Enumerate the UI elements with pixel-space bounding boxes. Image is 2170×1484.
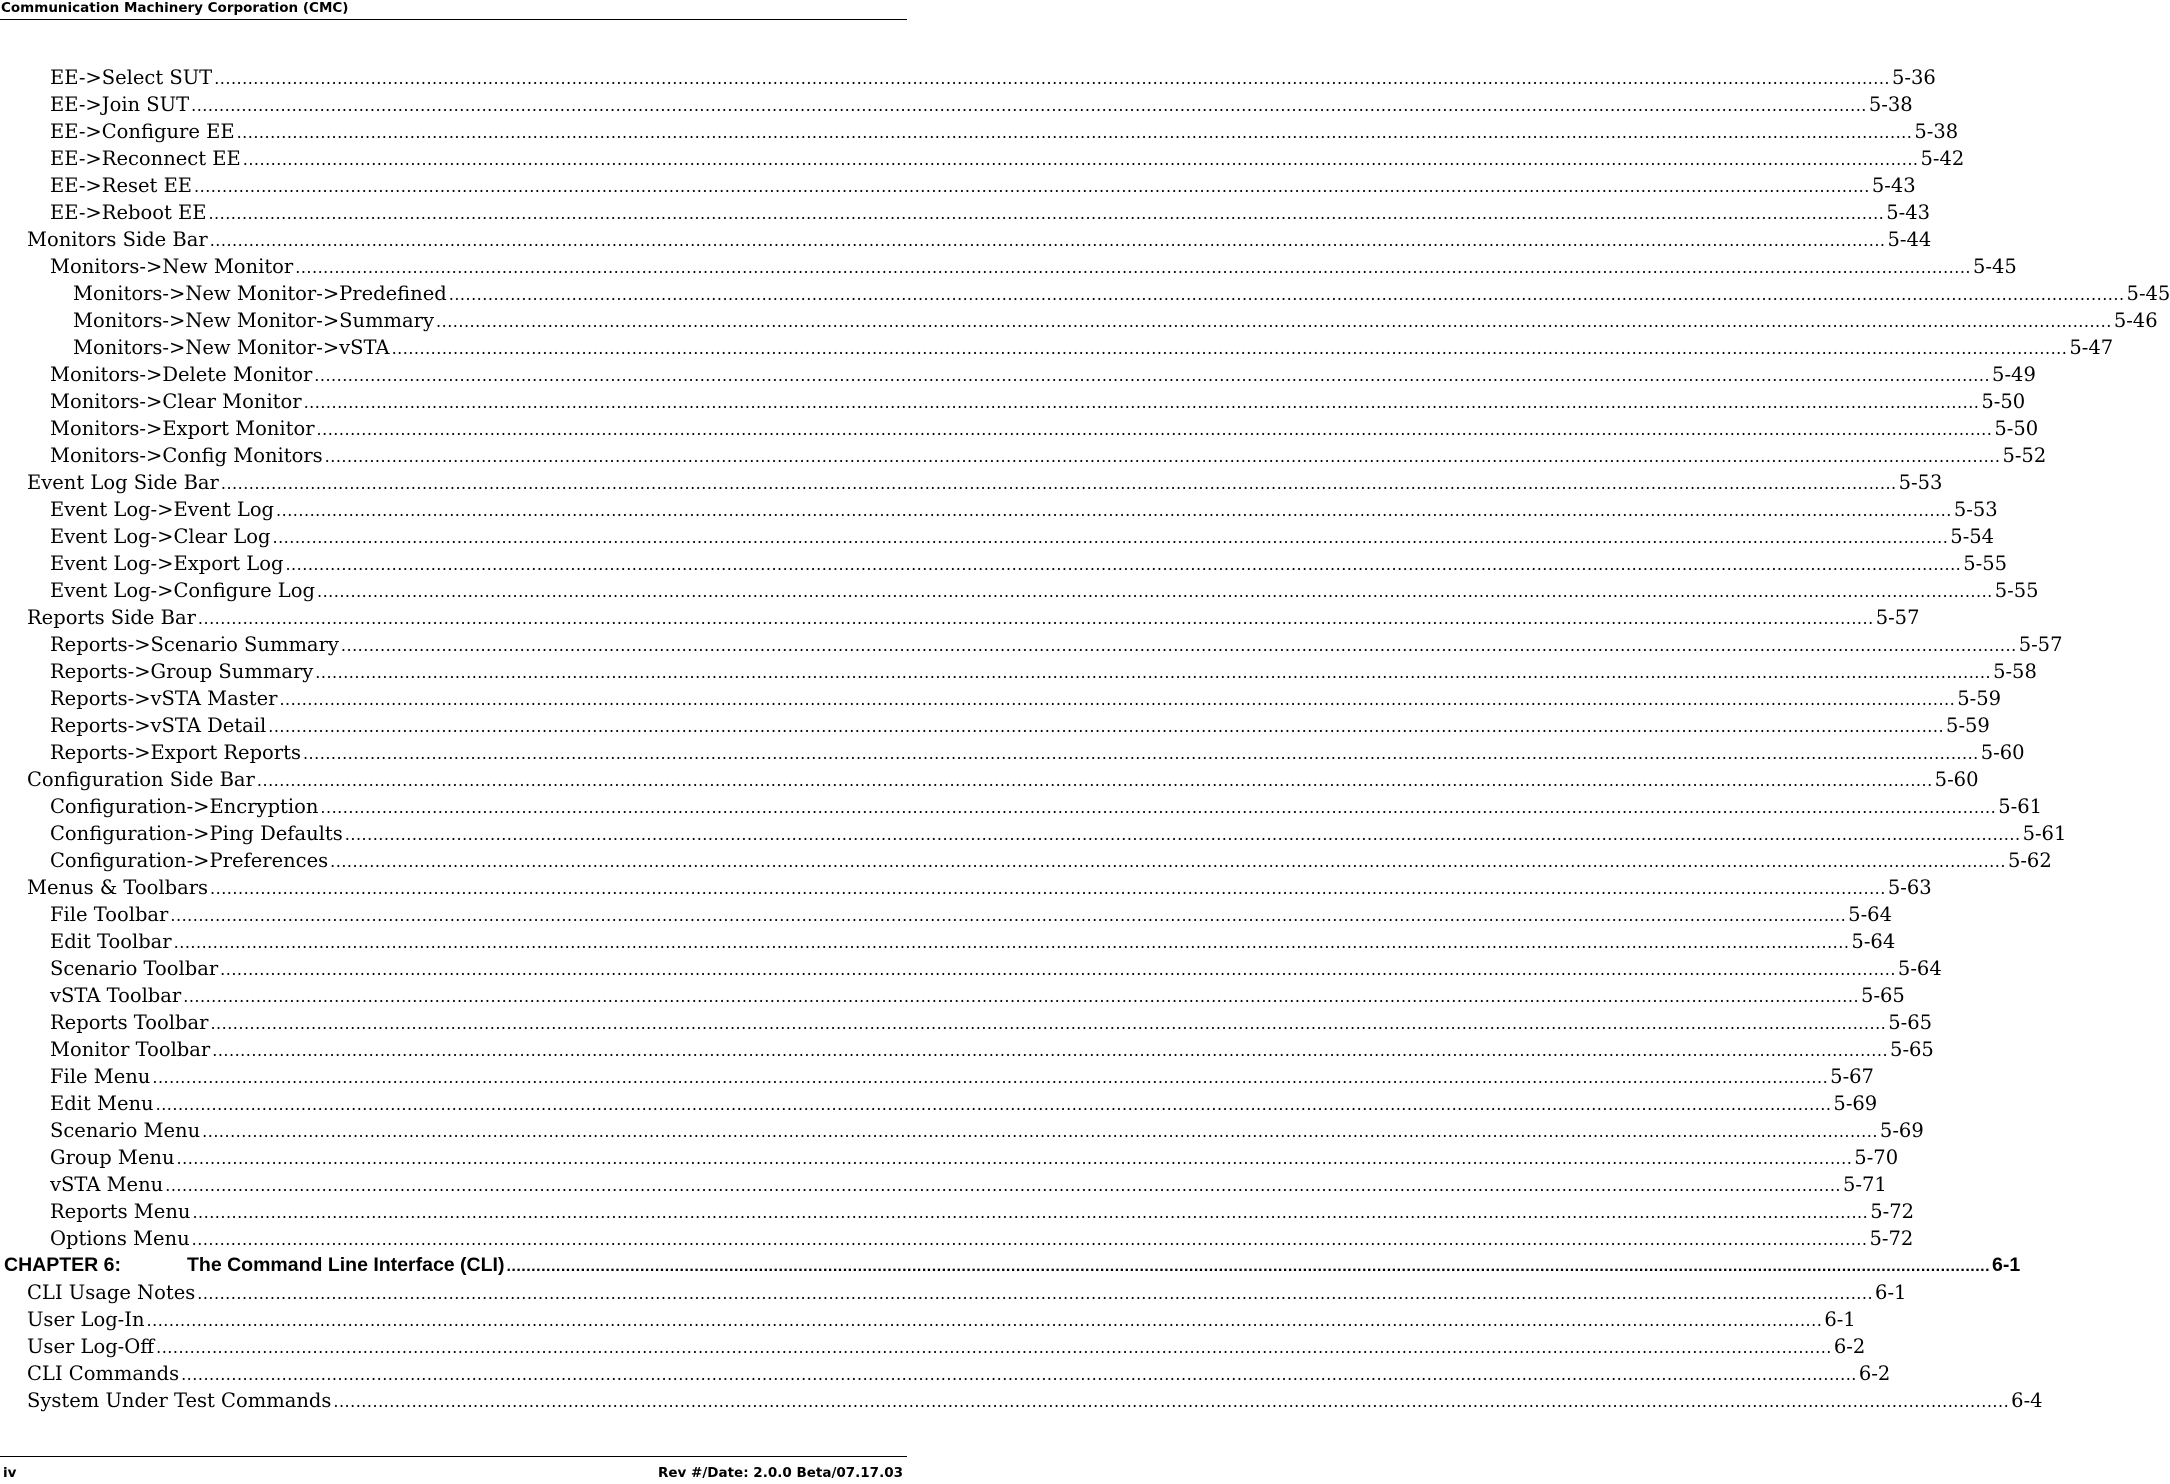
toc-entry[interactable] — [50, 901, 1892, 928]
toc-entry-page: 5-52 — [2002, 444, 2047, 467]
toc-entry-page: 5-49 — [1992, 363, 2036, 386]
toc-leader-dots: ............................................................................................................................................................................................................................................................................................................ — [155, 1095, 1832, 1114]
toc-entry[interactable] — [50, 712, 1990, 739]
toc-entry-title: Reports->Group Summary — [50, 660, 314, 683]
toc-entry[interactable] — [50, 577, 2039, 604]
toc-leader-dots: ............................................................................................................................................................................................................................................................................................................ — [165, 1176, 1842, 1195]
toc-leader-dots: ............................................................................................................................................................................................................................................................................................................ — [197, 1284, 1874, 1303]
toc-entry-title: Monitors Side Bar — [27, 228, 208, 251]
toc-entry[interactable] — [27, 1387, 2043, 1414]
toc-entry-title: EE->Select SUT — [50, 66, 213, 89]
toc-entry-page: 5-63 — [1887, 876, 1932, 899]
toc-leader-dots: ............................................................................................................................................................................................................................................................................................................ — [197, 609, 1874, 628]
toc-entry-title: Reports Side Bar — [27, 606, 196, 629]
toc-entry[interactable] — [50, 172, 1916, 199]
toc-chapter-title: The Command Line Interface (CLI) — [187, 1254, 505, 1276]
toc-entry-title: Event Log->Export Log — [50, 552, 284, 575]
toc-leader-dots: ............................................................................................................................................................................................................................................................................................................ — [256, 771, 1933, 790]
toc-entry-title: Reports->Export Reports — [50, 741, 301, 764]
toc-entry-page: 5-53 — [1953, 498, 1998, 521]
toc-leader-dots: ............................................................................................................................................................................................................................................................................................................ — [236, 123, 1913, 142]
toc-entry-page: 5-61 — [1998, 795, 2043, 818]
toc-entry-title: Monitors->New Monitor->Predefined — [73, 282, 447, 305]
toc-entry[interactable] — [50, 631, 2063, 658]
toc-leader-dots: ............................................................................................................................................................................................................................................................................................................ — [208, 204, 1885, 223]
toc-leader-dots: ............................................................................................................................................................................................................................................................................................................ — [191, 1230, 1868, 1249]
toc-leader-dots: ............................................................................................................................................................................................................................................................................................................ — [436, 312, 2112, 331]
toc-leader-dots: ............................................................................................................................................................................................................................................................................................................ — [210, 879, 1886, 898]
toc-entry-page: 5-42 — [1920, 147, 1965, 170]
toc-entry[interactable] — [27, 469, 1943, 496]
toc-entry[interactable] — [27, 1333, 1866, 1360]
toc-leader-dots: ............................................................................................................................................................................................................................................................................................................ — [192, 1203, 1869, 1222]
toc-chapter-entry[interactable] — [4, 1252, 2021, 1279]
toc-leader-dots: ............................................................................................................................................................................................................................................................................................................ — [220, 474, 1897, 493]
toc-leader-dots: ............................................................................................................................................................................................................................................................................................................ — [276, 501, 1952, 520]
toc-entry-title: Scenario Toolbar — [50, 957, 219, 980]
toc-leader-dots: ............................................................................................................................................................................................................................................................................................................ — [285, 555, 1962, 574]
toc-entry-page: 5-62 — [2007, 849, 2052, 872]
toc-leader-dots: ............................................................................................................................................................................................................................................................................................................ — [194, 177, 1870, 196]
page-header — [0, 0, 907, 20]
toc-leader-dots: ............................................................................................................................................................................................................................................................................................................ — [156, 1338, 1832, 1357]
toc-entry-page: 5-69 — [1833, 1092, 1878, 1115]
toc-entry[interactable] — [50, 496, 1998, 523]
toc-entry-title: Configuration Side Bar — [27, 768, 255, 791]
toc-entry-page: 5-60 — [1980, 741, 2025, 764]
toc-entry-title: Group Menu — [50, 1146, 175, 1169]
toc-entry-page: 5-72 — [1869, 1227, 1914, 1250]
toc-leader-dots: ............................................................................................................................................................................................................................................................................................................ — [173, 933, 1850, 952]
toc-entry-title: EE->Join SUT — [50, 93, 190, 116]
toc-entry[interactable] — [50, 523, 1995, 550]
toc-entry[interactable] — [50, 658, 2037, 685]
toc-entry[interactable] — [50, 1171, 1887, 1198]
toc-leader-dots: ............................................................................................................................................................................................................................................................................................................ — [146, 1311, 1823, 1330]
toc-entry[interactable] — [73, 334, 2114, 361]
toc-entry-title: Configuration->Ping Defaults — [50, 822, 343, 845]
toc-leader-dots: ............................................................................................................................................................................................................................................................................................................ — [303, 393, 1980, 412]
toc-entry-title: Monitors->New Monitor — [50, 255, 294, 278]
toc-entry-title: Event Log Side Bar — [27, 471, 219, 494]
toc-entry[interactable] — [50, 388, 2026, 415]
toc-leader-dots: ............................................................................................................................................................................................................................................................................................................ — [242, 150, 1919, 169]
toc-entry-title: EE->Reset EE — [50, 174, 193, 197]
toc-entry-title: Reports->Scenario Summary — [50, 633, 339, 656]
toc-entry-title: Event Log->Configure Log — [50, 579, 315, 602]
toc-entry[interactable] — [50, 1225, 1914, 1252]
toc-entry-page: 5-50 — [1994, 417, 2039, 440]
toc-entry-title: Edit Menu — [50, 1092, 154, 1115]
toc-leader-dots: ............................................................................................................................................................................................................................................................................................................ — [176, 1149, 1853, 1168]
toc-entry-page: 5-65 — [1861, 984, 1905, 1007]
toc-entry-title: CLI Usage Notes — [27, 1281, 196, 1304]
toc-leader-dots: ............................................................................................................................................................................................................................................................................................................ — [191, 96, 1867, 115]
toc-leader-dots: ............................................................................................................................................................................................................................................................................................................ — [316, 582, 1993, 601]
toc-entry-title: Monitors->Delete Monitor — [50, 363, 313, 386]
toc-entry[interactable] — [73, 307, 2158, 334]
toc-entry[interactable] — [50, 1198, 1915, 1225]
toc-entry-page: 5-65 — [1888, 1011, 1933, 1034]
toc-entry-page: 5-69 — [1879, 1119, 1924, 1142]
toc-entry-page: 5-58 — [1993, 660, 2037, 683]
toc-entry-title: Reports->vSTA Detail — [50, 714, 267, 737]
toc-entry[interactable] — [50, 64, 1936, 91]
toc-entry[interactable] — [50, 361, 2036, 388]
toc-entry[interactable] — [50, 91, 1913, 118]
toc-entry[interactable] — [50, 1036, 1934, 1063]
toc-entry-page: 5-46 — [2113, 309, 2158, 332]
toc-entry[interactable] — [27, 604, 1920, 631]
toc-leader-dots: ............................................................................................................................................................................................................................................................................................................ — [340, 636, 2017, 655]
toc-leader-dots: ............................................................................................................................................................................................................................................................................................................ — [181, 1365, 1857, 1384]
toc-entry-title: Event Log->Event Log — [50, 498, 275, 521]
toc-entry-title: vSTA Toolbar — [50, 984, 182, 1007]
toc-entry[interactable] — [50, 847, 2052, 874]
toc-entry-page: 5-60 — [1934, 768, 1979, 791]
toc-chapter-number: CHAPTER 6: — [4, 1254, 122, 1276]
toc-entry-title: System Under Test Commands — [27, 1389, 332, 1412]
toc-entry-page: 6-2 — [1833, 1335, 1866, 1358]
toc-entry-page: 5-71 — [1843, 1173, 1887, 1196]
toc-entry-title: Monitors->New Monitor->Summary — [73, 309, 435, 332]
toc-leader-dots: ............................................................................................................................................................................................................................................................................................................ — [506, 1258, 1991, 1275]
toc-entry[interactable] — [50, 685, 2002, 712]
toc-leader-dots: ............................................................................................................................................................................................................................................................................................................ — [295, 258, 1972, 277]
toc-entry-page: 5-38 — [1868, 93, 1913, 116]
toc-leader-dots: ............................................................................................................................................................................................................................................................................................................ — [344, 825, 2021, 844]
toc-entry[interactable] — [50, 1009, 1933, 1036]
toc-entry-title: File Menu — [50, 1065, 151, 1088]
toc-leader-dots: ............................................................................................................................................................................................................................................................................................................ — [330, 852, 2006, 871]
toc-entry-page: 5-45 — [1973, 255, 2017, 278]
toc-entry-page: 5-64 — [1848, 903, 1892, 926]
toc-entry[interactable] — [50, 928, 1896, 955]
toc-entry-title: Monitors->Export Monitor — [50, 417, 315, 440]
toc-entry[interactable] — [50, 982, 1905, 1009]
toc-entry-page: 5-57 — [1875, 606, 1920, 629]
toc-entry-title: EE->Configure EE — [50, 120, 235, 143]
toc-entry-page: 6-1 — [1875, 1281, 1907, 1304]
toc-entry-title: CLI Commands — [27, 1362, 180, 1385]
toc-entry-page: 6-4 — [2011, 1389, 2043, 1412]
toc-entry-page: 5-64 — [1851, 930, 1896, 953]
toc-entry[interactable] — [50, 820, 2067, 847]
toc-entry-title: Monitors->Clear Monitor — [50, 390, 302, 413]
toc-entry-title: Configuration->Encryption — [50, 795, 319, 818]
toc-entry-page: 5-50 — [1981, 390, 2026, 413]
toc-entry-page: 5-67 — [1830, 1065, 1874, 1088]
toc-entry[interactable] — [27, 1360, 1891, 1387]
toc-leader-dots: ............................................................................................................................................................................................................................................................................................................ — [272, 528, 1949, 547]
toc-entry-page: 5-55 — [1994, 579, 2039, 602]
header-title: Communication Machinery Corporation (CMC) — [1, 0, 349, 16]
toc-entry-page: 5-45 — [2126, 282, 2170, 305]
toc-entry-title: EE->Reboot EE — [50, 201, 207, 224]
toc-entry[interactable] — [50, 199, 1931, 226]
toc-entry-page: 5-72 — [1870, 1200, 1915, 1223]
toc-leader-dots: ............................................................................................................................................................................................................................................................................................................ — [333, 1392, 2010, 1411]
toc-entry-title: EE->Reconnect EE — [50, 147, 241, 170]
toc-entry-page: 5-64 — [1897, 957, 1942, 980]
toc-entry-page: 5-47 — [2069, 336, 2114, 359]
toc-entry[interactable] — [50, 1063, 1874, 1090]
toc-entry-page: 5-43 — [1886, 201, 1931, 224]
toc-entry-page: 5-59 — [1957, 687, 2002, 710]
toc-entry[interactable] — [50, 1117, 1924, 1144]
toc-leader-dots: ............................................................................................................................................................................................................................................................................................................ — [316, 420, 1993, 439]
toc-entry-page: 5-65 — [1890, 1038, 1934, 1061]
toc-entry-page: 5-38 — [1914, 120, 1959, 143]
toc-entry-page: 5-57 — [2018, 633, 2063, 656]
toc-entry[interactable] — [50, 955, 1942, 982]
toc-entry-page: 5-43 — [1871, 174, 1916, 197]
toc-entry[interactable] — [27, 226, 1932, 253]
toc-leader-dots: ............................................................................................................................................................................................................................................................................................................ — [152, 1068, 1829, 1087]
toc-leader-dots: ............................................................................................................................................................................................................................................................................................................ — [391, 339, 2068, 358]
toc-entry-title: Monitors->Config Monitors — [50, 444, 323, 467]
toc-entry-title — [4, 1252, 504, 1279]
toc-entry-page: 6-2 — [1858, 1362, 1891, 1385]
toc-entry-page: 6-1 — [1992, 1254, 2021, 1276]
toc-entry[interactable] — [50, 739, 2025, 766]
toc-entry-title: Configuration->Preferences — [50, 849, 329, 872]
toc-entry-title: Reports Toolbar — [50, 1011, 209, 1034]
toc-entry[interactable] — [50, 793, 2043, 820]
toc-entry[interactable] — [50, 118, 1959, 145]
toc-leader-dots: ............................................................................................................................................................................................................................................................................................................ — [315, 663, 1992, 682]
toc-entry[interactable] — [50, 415, 2039, 442]
toc-entry-page: 5-54 — [1950, 525, 1995, 548]
toc-entry-page: 5-55 — [1963, 552, 2008, 575]
toc-entry-title: Reports->vSTA Master — [50, 687, 278, 710]
toc-entry-page: 5-61 — [2022, 822, 2067, 845]
toc-entry[interactable] — [50, 1144, 1899, 1171]
toc-entry-page: 6-1 — [1824, 1308, 1856, 1331]
toc-leader-dots: ............................................................................................................................................................................................................................................................................................................ — [170, 906, 1847, 925]
toc-leader-dots: ............................................................................................................................................................................................................................................................................................................ — [210, 1014, 1887, 1033]
toc-entry-title: Monitors->New Monitor->vSTA — [73, 336, 390, 359]
toc-leader-dots: ............................................................................................................................................................................................................................................................................................................ — [268, 717, 1945, 736]
toc-entry-page: 5-36 — [1891, 66, 1936, 89]
toc-leader-dots: ............................................................................................................................................................................................................................................................................................................ — [302, 744, 1979, 763]
toc-leader-dots: ............................................................................................................................................................................................................................................................................................................ — [320, 798, 1997, 817]
toc-entry-page: 5-59 — [1946, 714, 1990, 737]
toc-entry[interactable] — [50, 1090, 1878, 1117]
footer-revision: Rev #/Date: 2.0.0 Beta/07.17.03 — [657, 1465, 903, 1481]
toc-entry[interactable] — [27, 1306, 1856, 1333]
toc-entry-title: vSTA Menu — [50, 1173, 164, 1196]
toc-leader-dots: ............................................................................................................................................................................................................................................................................................................ — [220, 960, 1896, 979]
toc-entry[interactable] — [27, 1279, 1907, 1306]
toc-entry-title: Options Menu — [50, 1227, 190, 1250]
toc-entry[interactable] — [27, 766, 1979, 793]
toc-entry-title: User Log-In — [27, 1308, 145, 1331]
toc-leader-dots: ............................................................................................................................................................................................................................................................................................................ — [183, 987, 1860, 1006]
toc-entry-title: Edit Toolbar — [50, 930, 172, 953]
toc-leader-dots: ............................................................................................................................................................................................................................................................................................................ — [448, 285, 2125, 304]
toc-leader-dots: ............................................................................................................................................................................................................................................................................................................ — [279, 690, 1956, 709]
toc-entry-title: User Log-Off — [27, 1335, 155, 1358]
page-footer — [0, 1456, 907, 1484]
toc-entry[interactable] — [50, 550, 2008, 577]
toc-entry[interactable] — [50, 253, 2017, 280]
toc-entry-title: Event Log->Clear Log — [50, 525, 271, 548]
toc-entry-page: 5-44 — [1887, 228, 1932, 251]
toc-entry-title: File Toolbar — [50, 903, 169, 926]
toc-leader-dots: ............................................................................................................................................................................................................................................................................................................ — [314, 366, 1991, 385]
toc-leader-dots: ............................................................................................................................................................................................................................................................................................................ — [212, 1041, 1889, 1060]
footer-page-number: iv — [3, 1465, 17, 1481]
toc-entry-title: Scenario Menu — [50, 1119, 201, 1142]
toc-entry-page: 5-70 — [1854, 1146, 1899, 1169]
toc-leader-dots: ............................................................................................................................................................................................................................................................................................................ — [202, 1122, 1878, 1141]
toc-leader-dots: ............................................................................................................................................................................................................................................................................................................ — [209, 231, 1886, 250]
toc-entry-title: Monitor Toolbar — [50, 1038, 211, 1061]
toc-entry-page: 5-53 — [1898, 471, 1943, 494]
toc-entry[interactable] — [50, 145, 1965, 172]
toc-entry[interactable] — [73, 280, 2170, 307]
toc-leader-dots: ............................................................................................................................................................................................................................................................................................................ — [214, 69, 1890, 88]
toc-entry[interactable] — [27, 874, 1932, 901]
toc-leader-dots: ............................................................................................................................................................................................................................................................................................................ — [324, 447, 2001, 466]
toc-entry[interactable] — [50, 442, 2047, 469]
toc-entry-title: Menus & Toolbars — [27, 876, 209, 899]
toc-entry-title: Reports Menu — [50, 1200, 191, 1223]
